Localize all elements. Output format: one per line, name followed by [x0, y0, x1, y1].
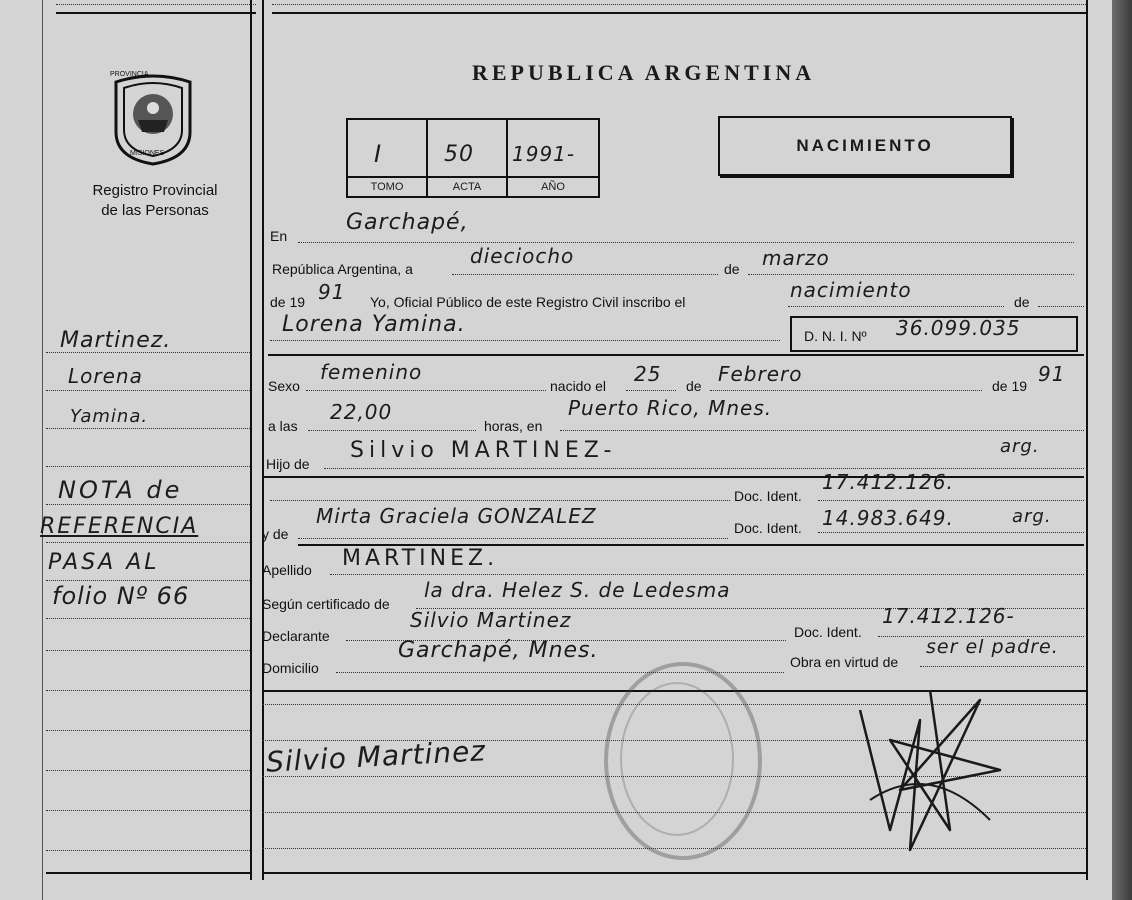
republica-label: República Argentina, a — [272, 261, 413, 277]
dotted-line — [272, 4, 1086, 5]
declarant-doc: 17.412.126- — [882, 604, 1015, 628]
dotted-line — [298, 538, 728, 539]
dni-label: D. N. I. Nº — [804, 328, 867, 344]
de19-label: de 19 — [270, 294, 306, 310]
margin-line — [46, 504, 250, 505]
dotted-line — [818, 532, 1084, 533]
en-label: En — [270, 228, 288, 244]
margin-surname: Martinez. — [60, 328, 172, 353]
birth-year-prefix: de 19 — [992, 378, 1028, 394]
place-value: Garchapé, — [346, 210, 469, 235]
top-rule-left — [56, 12, 256, 14]
note-line1: NOTA de — [58, 476, 183, 504]
dotted-line — [56, 4, 256, 5]
father-name: Silvio MARTINEZ- — [350, 438, 617, 463]
mother-doc-label: Doc. Ident. — [734, 520, 802, 536]
column-divider-2 — [262, 0, 264, 880]
anio-label: AÑO — [508, 176, 598, 196]
birth-month: Febrero — [718, 362, 803, 386]
acta-label: ACTA — [428, 176, 506, 196]
margin-name2: Yamina. — [70, 406, 149, 427]
apellido-label: Apellido — [262, 562, 312, 578]
certificate-value: la dra. Helez S. de Ledesma — [424, 578, 731, 602]
dotted-line — [920, 666, 1084, 667]
domicilio-label: Domicilio — [262, 660, 319, 676]
day-value: dieciocho — [470, 244, 575, 268]
margin-bottom-rule — [46, 872, 252, 874]
tomo-value: I — [374, 140, 383, 168]
dotted-line — [1038, 306, 1084, 307]
record-type-box: NACIMIENTO — [718, 116, 1012, 176]
margin-line — [46, 650, 250, 651]
dotted-line — [788, 306, 1004, 307]
dotted-line — [308, 430, 476, 431]
margin-line — [46, 428, 250, 429]
de-label-2: de — [1014, 294, 1030, 310]
registry-name-line1: Registro Provincial — [92, 182, 218, 199]
dotted-line — [710, 390, 982, 391]
nacido-label: nacido el — [550, 378, 607, 394]
sexo-label: Sexo — [268, 378, 300, 394]
left-margin-rule — [42, 0, 43, 900]
oficial-text: Yo, Oficial Público de este Registro Civil inscribo el — [370, 294, 686, 310]
margin-line — [46, 730, 250, 731]
declarant-doc-label: Doc. Ident. — [794, 624, 862, 640]
dotted-line — [324, 468, 1084, 469]
segun-label: Según certificado de — [262, 596, 390, 612]
dotted-line — [560, 430, 1084, 431]
birth-day: 25 — [634, 362, 662, 386]
dotted-line — [452, 274, 718, 275]
right-border — [1086, 0, 1088, 880]
margin-line — [46, 466, 250, 467]
de-label: de — [724, 261, 740, 277]
dotted-line — [818, 500, 1084, 501]
note-line2: REFERENCIA — [40, 514, 199, 539]
time-value: 22,00 — [330, 400, 393, 424]
declarant-value: Silvio Martinez — [410, 608, 572, 632]
a-las-label: a las — [268, 418, 298, 434]
form-rule — [264, 476, 1084, 478]
birth-year-suffix: 91 — [1038, 362, 1066, 386]
mother-doc: 14.983.649. — [822, 506, 954, 530]
dni-value: 36.099.035 — [896, 316, 1021, 340]
dotted-line — [748, 274, 1074, 275]
dotted-line — [306, 390, 546, 391]
acta-value: 50 — [444, 142, 474, 167]
top-rule-right — [272, 12, 1086, 14]
horas-label: horas, en — [484, 418, 543, 434]
form-rule — [268, 354, 1084, 356]
margin-line — [46, 618, 250, 619]
margin-line — [46, 850, 250, 851]
birth-place: Puerto Rico, Mnes. — [568, 396, 773, 420]
dotted-line — [270, 340, 780, 341]
dotted-line — [330, 574, 1084, 575]
margin-line — [46, 390, 250, 391]
margin-name1: Lorena — [68, 364, 143, 388]
mother-name: Mirta Graciela GONZALEZ — [316, 504, 597, 528]
record-number-box — [346, 118, 600, 198]
child-name: Lorena Yamina. — [282, 312, 466, 337]
capacity-value: ser el padre. — [926, 636, 1059, 658]
official-signature-icon — [830, 680, 1020, 860]
father-doc: 17.412.126. — [822, 470, 954, 494]
margin-line — [46, 690, 250, 691]
margin-line — [46, 810, 250, 811]
seal-text-top: PROVINCIA — [110, 71, 149, 78]
margin-line — [46, 770, 250, 771]
official-stamp-inner — [620, 682, 734, 836]
tomo-label: TOMO — [348, 176, 426, 196]
month-value: marzo — [762, 246, 830, 270]
father-nationality: arg. — [1000, 436, 1040, 457]
column-divider-1 — [250, 0, 252, 880]
country-title: REPUBLICA ARGENTINA — [472, 60, 816, 85]
margin-line — [46, 580, 250, 581]
note-line3: PASA AL — [48, 550, 160, 575]
y-de-label: y de — [262, 526, 289, 542]
dotted-line — [298, 242, 1074, 243]
margin-line — [46, 542, 250, 543]
bottom-rule — [262, 872, 1088, 874]
registry-name-line2: de las Personas — [101, 202, 209, 219]
page-edge-shadow — [1112, 0, 1132, 900]
anio-value: 1991- — [512, 142, 576, 166]
dotted-line — [626, 390, 676, 391]
father-doc-label: Doc. Ident. — [734, 488, 802, 504]
dotted-line — [270, 500, 730, 501]
surname-value: MARTINEZ. — [342, 546, 499, 571]
year-suffix: 91 — [318, 280, 346, 304]
sex-value: femenino — [320, 360, 423, 384]
event-value: nacimiento — [790, 278, 912, 302]
seal-text-bottom: MISIONES — [130, 150, 165, 157]
domicile-value: Garchapé, Mnes. — [398, 638, 599, 663]
declarante-label: Declarante — [262, 628, 330, 644]
hijo-label: Hijo de — [266, 456, 310, 472]
obra-label: Obra en virtud de — [790, 654, 899, 670]
de-label-3: de — [686, 378, 702, 394]
mother-nationality: arg. — [1012, 506, 1052, 527]
declarant-signature: Silvio Martinez — [265, 734, 487, 779]
note-line4: folio Nº 66 — [52, 582, 190, 610]
